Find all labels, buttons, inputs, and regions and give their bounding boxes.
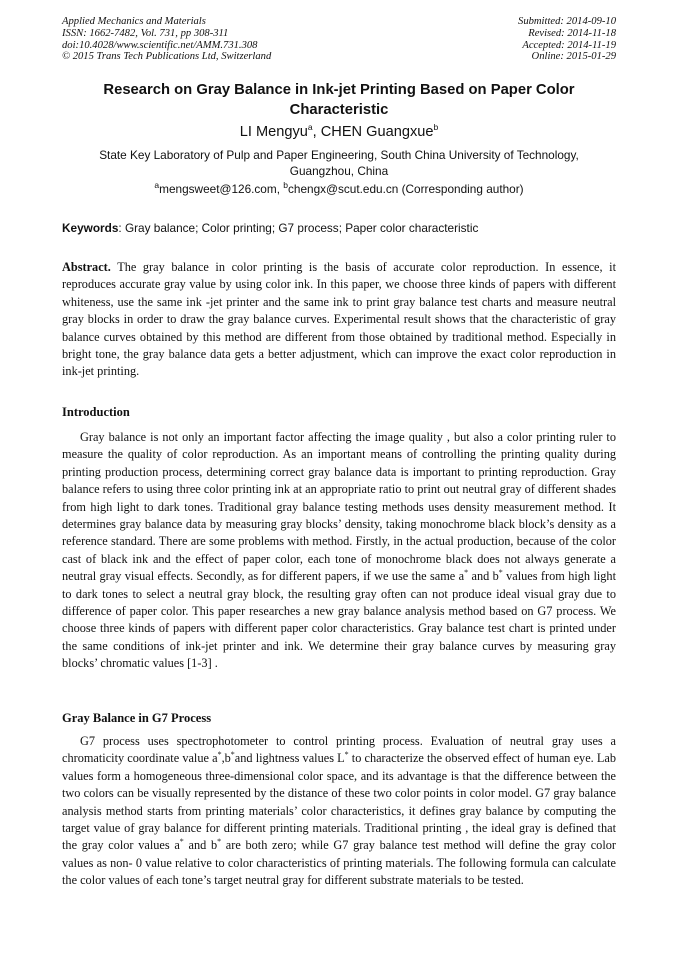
email-mark-b: b — [283, 180, 288, 191]
g7-sup-5: * — [217, 837, 222, 847]
journal-name: Applied Mechanics and Materials — [62, 16, 206, 27]
email-line — [62, 182, 616, 197]
introduction-heading: Introduction — [62, 405, 130, 419]
email-a: mengsweet@126.com, — [159, 182, 284, 196]
g7-sup-3: * — [344, 750, 349, 760]
revised-date: Revised: 2014-11-18 — [528, 27, 616, 39]
author-line — [62, 123, 616, 141]
copyright-line: © 2015 Trans Tech Publications Ltd, Switzerland — [62, 51, 272, 63]
author-separator: , — [312, 124, 321, 140]
keywords-label: Keywords — [62, 221, 119, 235]
accepted-date: Accepted: 2014-11-19 — [522, 39, 616, 51]
g7-paragraph — [62, 733, 616, 890]
date-info — [356, 16, 616, 63]
g7-sup-2: * — [230, 750, 235, 760]
intro-text-1: Gray balance is not only an important factor affecting the image quality , but also a color printing ruler to measure the quality of color reproduction. As an important means of controlling the printing quality during printing production process, determining correct gray balance data is important to printing reproduction. Gray balance refers to using three color printing ink at an appropriate ratio to print out neutral gray of different shades from high light to dark tones. Traditional gray balance testing methods uses density measurement method. It determines gray balance data by measuring gray blocks’ density, taking monochrome black block’s density as a reference standard. There are some problems with method. Firstly, in the actual production, because of the color cast of black ink and the effect of paper color, each tone of monochrome black does not always generate a neutral gray visual effects. Secondly, as for different papers, if we use the same a — [62, 430, 616, 584]
keywords-text: : Gray balance; Color printing; G7 process; Paper color characteristic — [118, 221, 479, 235]
journal-info — [62, 16, 362, 63]
intro-text-3: values from high light to dark tones to select a neutral gray block, the resulting gray often can not produce ideal visual gray due to difference of paper color. This paper researches a new gray balance analysis method based on G7 process. We choose three kinds of papers with different paper color characteristics. Gray balance test chart is printed under the same conditions of ink-jet printer and ink. We determine their gray balance curves by measuring gray blocks’ chromatic values [1-3] . — [62, 569, 616, 671]
author-mark-b: b — [433, 122, 439, 133]
author-mark-a: a — [307, 122, 313, 133]
paper-title: Research on Gray Balance in Ink-jet Printing Based on Paper Color Characteristic — [103, 82, 575, 118]
affiliation: State Key Laboratory of Pulp and Paper Engineering, South China University of Technology, Guangzhou, China — [99, 148, 579, 178]
intro-text-2: and b — [468, 569, 499, 584]
email-mark-a: a — [154, 180, 160, 191]
email-b: chengx@scut.edu.cn (Corresponding author) — [287, 182, 524, 196]
intro-sup-1: * — [464, 568, 469, 578]
g7-text-4: to characterize the observed effect of human eye. Lab values form a homogeneous three-dimensional color space, and its advantage is that the difference between the two colors can be visually represented by the distance of these two color points in color model. G7 gray balance analysis method starts from printing materials’ color characteristics, it defines gray balance by computing the target value of gray balance for different printing materials. Traditional printing , the ideal gray is defined that the gray color values a — [62, 751, 616, 853]
keywords — [62, 221, 616, 236]
g7-text-1: G7 process uses spectrophotometer to control printing process. Evaluation of neutral gray uses a chromaticity coordinate value a — [62, 734, 616, 766]
abstract-text: The gray balance in color printing is the basis of accurate color reproduction. In essence, it reproduces accurate gray value by using color ink. In this paper, we choose three kinds of papers with different whiteness, use the same ink -jet printer and the same ink to print gray balance test charts and measure neutral gray blocks in order to draw the gray balance curves. Experimental result shows that the characteristic of gray balance curves obtained by this method are different from those obtained by traditional method. Especially in bright tone, the gray balance data gets a better adjustment, which can improve the exact color reproduction in ink-jet printing. — [62, 260, 616, 379]
author-li-mengyu: LI Mengyu — [239, 124, 308, 140]
submitted-date: Submitted: 2014-09-10 — [518, 16, 616, 27]
abstract-label: Abstract. — [62, 260, 111, 274]
introduction-paragraph — [62, 429, 616, 673]
g7-text-3: and lightness values L — [234, 751, 345, 766]
g7-text-5: and b — [183, 838, 218, 853]
intro-sup-2: * — [498, 568, 503, 578]
abstract-paragraph — [62, 259, 616, 381]
g7-heading: Gray Balance in G7 Process — [62, 711, 212, 725]
g7-sup-4: * — [179, 837, 184, 847]
online-date: Online: 2015-01-29 — [531, 51, 616, 63]
author-chen-guangxue: CHEN Guangxue — [320, 124, 434, 140]
g7-sup-1: * — [217, 750, 222, 760]
doi-line: doi:10.4028/www.scientific.net/AMM.731.308 — [62, 39, 258, 51]
g7-text-6: are both zero; while G7 gray balance test method will define the gray color values as non- 0 value relative to color characteristics of printing materials. The following formula can calculate the color values of each tone’s target neutral gray for different substrate materials to be tested. — [62, 838, 616, 888]
issn-line: ISSN: 1662-7482, Vol. 731, pp 308-311 — [62, 27, 229, 39]
g7-text-2: ,b — [221, 751, 231, 766]
